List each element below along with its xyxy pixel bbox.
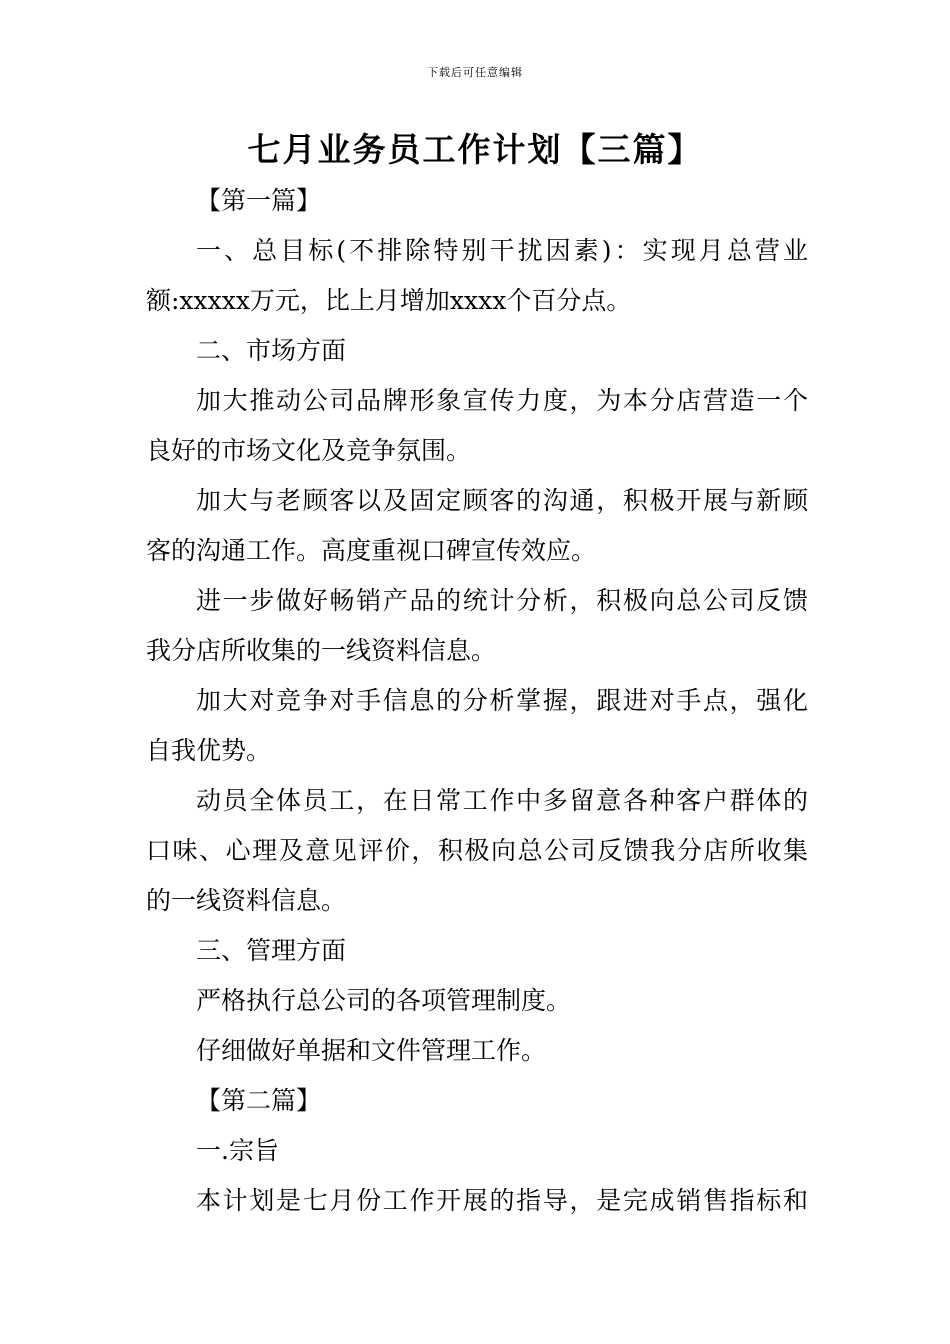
paragraph-goal-line-1: 一、总目标(不排除特别干扰因素)：实现月总营业 bbox=[196, 236, 808, 265]
paragraph-analysis-line-2: 我分店所收集的一线资料信息。 bbox=[146, 636, 497, 665]
document-title: 七月业务员工作计划【三篇】 bbox=[247, 130, 703, 169]
section-heading-part-two: 【第二篇】 bbox=[196, 1086, 322, 1115]
paragraph-customers-line-2: 客的沟通工作。高度重视口碑宣传效应。 bbox=[146, 536, 597, 565]
paragraph-competitors-line-1: 加大对竞争对手信息的分析掌握，跟进对手点，强化 bbox=[196, 686, 808, 715]
paragraph-purpose-line-1: 本计划是七月份工作开展的指导，是完成销售指标和 bbox=[196, 1186, 808, 1215]
paragraph-brand-line-2: 良好的市场文化及竞争氛围。 bbox=[146, 436, 472, 465]
paragraph-goal-line-2: 额:xxxxx万元，比上月增加xxxx个百分点。 bbox=[146, 286, 632, 315]
paragraph-staff-line-3: 的一线资料信息。 bbox=[146, 886, 347, 915]
page-header-note: 下载后可任意编辑 bbox=[427, 66, 523, 79]
paragraph-brand-line-1: 加大推动公司品牌形象宣传力度，为本分店营造一个 bbox=[196, 386, 808, 415]
paragraph-documents: 仔细做好单据和文件管理工作。 bbox=[196, 1036, 547, 1065]
paragraph-analysis-line-1: 进一步做好畅销产品的统计分析，积极向总公司反馈 bbox=[196, 586, 808, 615]
heading-purpose: 一.宗旨 bbox=[196, 1136, 279, 1165]
paragraph-customers-line-1: 加大与老顾客以及固定顾客的沟通，积极开展与新顾 bbox=[196, 486, 808, 515]
heading-market: 二、市场方面 bbox=[196, 336, 347, 365]
heading-management: 三、管理方面 bbox=[196, 936, 347, 965]
paragraph-staff-line-1: 动员全体员工，在日常工作中多留意各种客户群体的 bbox=[196, 786, 808, 815]
document-body bbox=[146, 176, 808, 1226]
paragraph-competitors-line-2: 自我优势。 bbox=[146, 736, 272, 765]
paragraph-staff-line-2: 口味、心理及意见评价，积极向总公司反馈我分店所收集 bbox=[146, 836, 808, 865]
paragraph-rules: 严格执行总公司的各项管理制度。 bbox=[196, 986, 572, 1015]
section-heading-part-one: 【第一篇】 bbox=[196, 186, 322, 215]
